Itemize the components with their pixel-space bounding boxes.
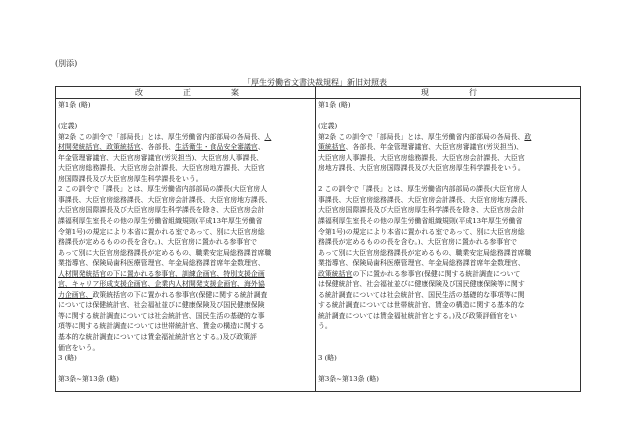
revised-line: 人材開発統括官の下に置かれる参事官、訓練企画官、特別支援企画 bbox=[58, 269, 265, 278]
current-line: 務課長が定めるものの長を含む。)、大臣官房に置かれる参事官で bbox=[318, 238, 518, 247]
current-line: は保健統計官、社会福祉並びに健康保険及び国民健康保険等に関す bbox=[318, 280, 525, 289]
current-line bbox=[318, 174, 578, 185]
revised-line: 事課長、大臣官房総務課長、大臣官房会計課長、大臣官房地方課長、 bbox=[58, 195, 272, 204]
revised-line: 業指導官、保険局歯科医療管理官、年金局総務課首席年金数理官、 bbox=[58, 259, 265, 268]
revised-text: 、 bbox=[257, 143, 265, 152]
revised-line: 大臣官房総務課長、大臣官房会計課長、大臣官房地方課長、大臣官 bbox=[58, 164, 265, 173]
revised-line: 等に関する統計調査については社会統計官、国民生活の基礎的な事 bbox=[58, 311, 265, 320]
current-line: る統計調査については社会統計官、国民生活の基礎的な事項等に関 bbox=[318, 290, 525, 299]
column-divider bbox=[315, 87, 316, 391]
revised-line bbox=[58, 364, 312, 375]
revised-line: 基本的な統計調査については賃金福祉統計官とする。)及び政策評 bbox=[58, 333, 257, 342]
revised-line: 官、キャリア形成支援企画官、企業内人材開発支援企画官、海外協 bbox=[58, 280, 265, 289]
current-line: 第1条 (略) bbox=[318, 101, 351, 109]
revised-line: 第3条~第13条 (略) bbox=[58, 375, 119, 384]
revised-line: 房国際課長及び大臣官房厚生科学課長をいう。 bbox=[58, 174, 203, 183]
current-line bbox=[318, 132, 578, 143]
revised-line bbox=[58, 290, 312, 301]
table-caption: 「厚生労働省文書決裁規程」新旧対照表 bbox=[243, 78, 387, 87]
revised-line: 第1条 (略) bbox=[58, 101, 91, 109]
revised-column bbox=[58, 100, 312, 385]
current-line: 大臣官房人事課長、大臣官房総務課長、大臣官房会計課長、大臣官 bbox=[318, 153, 525, 162]
current-line: (定義) bbox=[318, 122, 338, 131]
revised-line: (定義) bbox=[58, 122, 78, 131]
attachment-note: (別添) bbox=[55, 59, 78, 68]
current-line bbox=[318, 364, 578, 375]
revised-text: 、各部長、 bbox=[140, 143, 176, 152]
current-amendment: 政 bbox=[524, 132, 532, 141]
current-line: 業指導官、保険局歯科医療管理官、年金局総務課首席年金数理官、 bbox=[318, 259, 525, 268]
current-line: 令第1号)の規定により本省に置かれる室であって、別に大臣官房総 bbox=[318, 227, 525, 236]
revised-line: 3 (略) bbox=[58, 354, 77, 363]
revised-amendment: 生活衛生・食品安全審議官 bbox=[175, 143, 258, 152]
current-line: 2 この訓令で「課長」とは、厚生労働省内部部局の課長(大臣官房人 bbox=[318, 185, 528, 194]
current-line bbox=[318, 111, 578, 122]
current-line: 大臣官房国際課長及び大臣官房厚生科学課長を除き、大臣官房会計 bbox=[318, 206, 525, 215]
revised-line: 2 この訓令で「課長」とは、厚生労働省内部部局の課長(大臣官房人 bbox=[58, 185, 268, 194]
revised-line bbox=[58, 132, 312, 143]
revised-amendment: 材開発統括官、政策統括官 bbox=[58, 143, 141, 152]
current-amendment: 策統括官 bbox=[318, 143, 346, 152]
revised-line: 課福利厚生室長その他の厚生労働省組織規則(平成13年厚生労働省 bbox=[58, 217, 263, 226]
revised-line: 大臣官房国際課長及び大臣官房厚生科学課長を除き、大臣官房会計 bbox=[58, 206, 265, 215]
current-line: 第3条~第13条 (略) bbox=[318, 375, 379, 384]
revised-line: 項等に関する統計調査については世帯統計官、賃金の構造に関する bbox=[58, 322, 265, 331]
revised-amendment: 力企画官、 bbox=[58, 290, 93, 299]
current-line bbox=[318, 142, 578, 153]
comparison-table bbox=[55, 86, 581, 392]
revised-amendment: 人 bbox=[264, 132, 272, 141]
header-current: 現行 bbox=[421, 88, 517, 97]
revised-line: 価官をいう。 bbox=[58, 343, 100, 352]
current-column bbox=[318, 100, 578, 385]
current-line: う。 bbox=[318, 322, 332, 331]
current-text: 、各部長、年金管理審議官、大臣官房審議官(労災担当)、 bbox=[345, 143, 524, 152]
current-line: 統計調査については賃金福祉統計官とする。)及び政策評価官をい bbox=[318, 311, 517, 320]
header-revised: 改正案 bbox=[135, 88, 279, 97]
current-text: の下に置かれる参事官(保健に関する統計調査について bbox=[352, 269, 521, 278]
current-line: する統計調査については世帯統計官、賃金の構造に関する基本的な bbox=[318, 301, 525, 310]
revised-line bbox=[58, 142, 312, 153]
revised-line: については保健統計官、社会福祉並びに健康保険及び国民健康保険 bbox=[58, 301, 265, 310]
current-line bbox=[318, 343, 578, 354]
current-amendment: 政策統括官 bbox=[318, 269, 353, 278]
revised-text: 政策統括官の下に置かれる参事官(保健に関する統計調査 bbox=[92, 290, 268, 299]
revised-line: 令第1号)の規定により本省に置かれる室であって、別に大臣官房総 bbox=[58, 227, 265, 236]
current-line: 房地方課長、大臣官房国際課長及び大臣官房厚生科学課長をいう。 bbox=[318, 164, 525, 173]
table-header bbox=[56, 87, 580, 99]
current-line: 課福利厚生室長その他の厚生労働省組織規則(平成13年厚生労働省 bbox=[318, 217, 523, 226]
current-line: 事課長、大臣官房総務課長、大臣官房会計課長、大臣官房地方課長、 bbox=[318, 195, 532, 204]
revised-line bbox=[58, 111, 312, 122]
revised-line: 務課長が定めるものの長を含む。)、大臣官房に置かれる参事官で bbox=[58, 238, 258, 247]
current-line bbox=[318, 269, 578, 280]
current-text: 第2条 この訓令で「部局長」とは、厚生労働省内部部局の各局長、 bbox=[318, 132, 525, 141]
current-line bbox=[318, 332, 578, 343]
revised-text: 第2条 この訓令で「部局長」とは、厚生労働省内部部局の各局長、 bbox=[58, 132, 265, 141]
revised-line: 年金管理審議官、大臣官房審議官(労災担当)、大臣官房人事課長、 bbox=[58, 153, 264, 162]
current-line: 3 (略) bbox=[318, 354, 337, 363]
revised-line: あって別に大臣官房総務課長が定めるもの、職業安定局総務課首席職 bbox=[58, 248, 272, 257]
current-line: あって別に大臣官房総務課長が定めるもの、職業安定局総務課首席職 bbox=[318, 248, 532, 257]
